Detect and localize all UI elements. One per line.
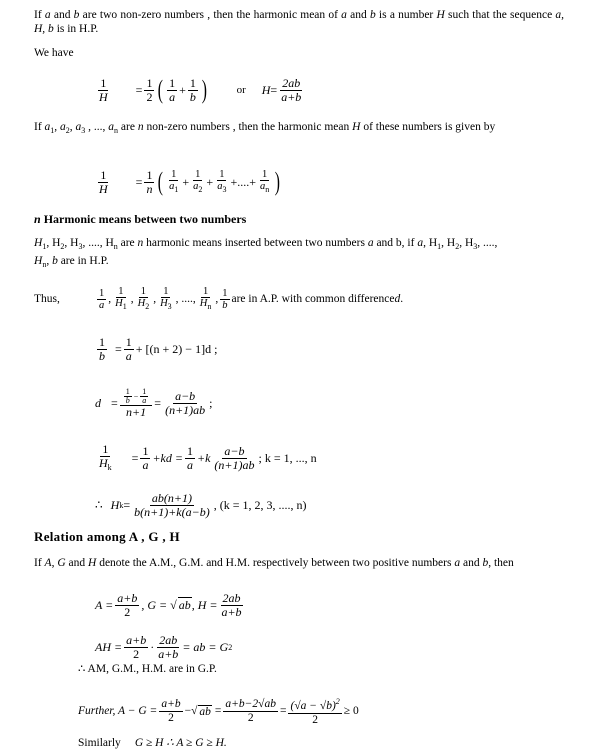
- sqrt-symbol: √: [170, 597, 177, 612]
- denominator: a: [193, 181, 199, 192]
- var: H: [110, 497, 120, 512]
- equals: =: [123, 497, 131, 512]
- denominator: 2: [312, 714, 318, 726]
- var: a: [108, 121, 115, 133]
- text: ≥ 0: [343, 705, 359, 717]
- var: d: [95, 395, 101, 410]
- var: b: [369, 9, 376, 21]
- subscript: n: [265, 185, 270, 194]
- text: If: [34, 9, 45, 21]
- text: and: [50, 9, 74, 21]
- var: H: [88, 557, 97, 569]
- section-heading-relation: Relation among A , G , H: [34, 529, 180, 544]
- subscript: 1: [174, 185, 179, 194]
- subscript: 2: [60, 242, 65, 251]
- fraction: [132, 492, 212, 519]
- text: and: [460, 557, 483, 569]
- n-harmonic-means-paragraph: [34, 236, 564, 272]
- denominator: 2: [133, 646, 140, 661]
- fraction: [97, 288, 106, 311]
- numerator: a−b: [224, 443, 245, 458]
- subscript: k: [119, 500, 124, 510]
- equation-a-minus-g: [78, 692, 359, 730]
- equation-ah-g-squared: [95, 630, 232, 664]
- numerator: 1: [146, 75, 153, 90]
- text: , ...., H: [82, 237, 114, 249]
- denominator: H: [99, 181, 108, 196]
- denominator: a+b: [281, 89, 302, 104]
- denominator: a: [169, 181, 175, 192]
- equals: =: [115, 341, 122, 356]
- denominator: a: [259, 181, 266, 192]
- numerator: (√a − √b): [290, 700, 336, 712]
- denominator: H: [137, 298, 146, 309]
- fraction: [124, 634, 148, 661]
- var: G: [57, 557, 66, 569]
- text: G ≥ H ∴ A ≥ G ≥ H.: [134, 737, 227, 749]
- radicand: ab: [199, 705, 211, 718]
- equation-harmonic-n: [95, 162, 282, 202]
- numerator: 2ab: [222, 590, 241, 605]
- fraction: [220, 288, 229, 311]
- var: H: [34, 237, 43, 249]
- equals: =: [279, 705, 287, 717]
- equals: =: [135, 82, 143, 97]
- denominator: 2: [146, 89, 153, 104]
- subscript: 2: [145, 302, 150, 311]
- numerator: 1: [118, 286, 124, 297]
- var: a: [44, 121, 51, 133]
- denominator: a: [169, 89, 176, 104]
- numerator: 1: [171, 169, 177, 180]
- minus: −: [133, 391, 139, 401]
- subscript: 1: [437, 242, 442, 251]
- var: H: [436, 9, 445, 21]
- numerator: 1: [125, 334, 132, 349]
- fraction: [158, 286, 174, 312]
- text: , G =: [141, 597, 168, 612]
- text: + [(n + 2) − 1]d ;: [135, 341, 218, 356]
- fraction: [120, 388, 153, 419]
- subscript: n: [113, 242, 118, 251]
- text: = ab = G: [182, 639, 229, 654]
- denominator: n: [146, 181, 153, 196]
- subscript: n: [207, 302, 212, 311]
- equation-common-difference: [95, 384, 213, 422]
- text: are in A.P. with common difference: [231, 293, 395, 305]
- text: , H: [423, 237, 438, 249]
- var: H: [261, 82, 271, 97]
- left-paren: (: [158, 75, 164, 104]
- text: , (k = 1, 2, 3, ...., n): [213, 497, 307, 512]
- denominator: a: [217, 181, 223, 192]
- equation-harmonic-two: [95, 70, 305, 110]
- denominator: b(n+1)+k(a−b): [134, 504, 210, 519]
- denominator: H: [160, 298, 168, 309]
- denominator: H: [115, 298, 123, 309]
- fraction: [279, 77, 303, 104]
- numerator: a+b−2√ab: [225, 697, 276, 710]
- fraction: [215, 169, 228, 195]
- fraction: [191, 169, 204, 195]
- superscript: 2: [228, 642, 233, 652]
- text: Further, A − G =: [78, 705, 158, 717]
- right-paren: ): [274, 167, 281, 196]
- fraction: [223, 698, 278, 725]
- numerator: 1: [169, 75, 176, 90]
- similarly-line: [78, 736, 227, 750]
- section-heading-n-harmonic-means: [34, 212, 246, 226]
- text: Harmonic means between two numbers: [40, 212, 247, 226]
- fraction: [219, 592, 243, 619]
- text: ;: [209, 395, 213, 410]
- text: and: [65, 557, 88, 569]
- plus: +: [182, 174, 190, 189]
- text: is in H.P.: [53, 23, 99, 35]
- denominator: b: [222, 299, 228, 311]
- fraction: [115, 592, 139, 619]
- fraction: [97, 77, 110, 104]
- text: and b, if: [373, 237, 418, 249]
- var: n: [34, 212, 41, 226]
- harmonic-mean-n-numbers: [34, 120, 564, 138]
- minus: −: [184, 705, 192, 717]
- denominator: a: [99, 299, 105, 311]
- var: n: [137, 237, 144, 249]
- var: n: [137, 121, 144, 133]
- text: ,: [46, 255, 53, 267]
- subscript: 2: [455, 242, 460, 251]
- numerator: 2ab: [159, 632, 178, 647]
- text: are: [118, 121, 138, 133]
- text: AH =: [95, 639, 123, 654]
- numerator: a−b: [175, 388, 196, 403]
- text: If: [34, 557, 45, 569]
- denominator: b: [125, 395, 130, 405]
- numerator: 1: [99, 287, 105, 299]
- dot: ·: [150, 639, 155, 654]
- denominator: 2: [168, 711, 174, 724]
- equals: =: [154, 395, 162, 410]
- subscript: n: [42, 260, 47, 269]
- text: of these numbers is given by: [360, 121, 496, 133]
- equation-hk: [95, 488, 306, 522]
- text: ; k = 1, ..., n: [258, 450, 317, 465]
- fraction: [144, 77, 154, 104]
- superscript: 2: [335, 697, 340, 706]
- numerator: 1: [222, 287, 228, 299]
- equation-1-over-hk: [95, 440, 317, 476]
- equals: =: [270, 82, 278, 97]
- fraction: [124, 336, 134, 363]
- text: are: [117, 237, 138, 249]
- gp-statement: ∴ AM, G.M., H.M. are in G.P.: [78, 663, 217, 675]
- denominator: (n+1)ab: [165, 402, 206, 417]
- numerator: 1: [261, 169, 268, 180]
- right-paren: ): [201, 75, 207, 104]
- numerator: ab(n+1): [151, 490, 192, 505]
- text: .: [400, 293, 404, 305]
- subscript: 3: [78, 242, 83, 251]
- equals: =: [214, 705, 222, 717]
- equation-1-over-b: [95, 332, 217, 366]
- numerator: 1: [100, 75, 107, 90]
- equals: =: [131, 450, 139, 465]
- equals: =: [135, 174, 143, 189]
- fraction: [156, 634, 180, 661]
- fraction: [140, 388, 148, 405]
- text: ,: [69, 121, 76, 133]
- denominator: 2: [247, 711, 254, 724]
- subscript: 3: [473, 242, 478, 251]
- therefore-symbol: ∴: [95, 497, 103, 512]
- numerator: 1: [100, 167, 107, 182]
- numerator: 1: [99, 334, 105, 349]
- numerator: a+b: [161, 697, 181, 710]
- denominator: a: [142, 395, 147, 405]
- text: and: [346, 9, 370, 21]
- text: A =: [95, 597, 114, 612]
- fraction: [188, 77, 198, 104]
- subscript: 3: [222, 185, 227, 194]
- var: a: [60, 121, 66, 133]
- text: , H: [64, 237, 79, 249]
- numerator: 1: [219, 169, 225, 180]
- var: a: [341, 9, 347, 21]
- var: a: [75, 121, 82, 133]
- subscript: 1: [122, 302, 127, 311]
- fraction: [212, 445, 256, 472]
- numerator: a+b: [126, 632, 147, 647]
- sqrt-symbol: √: [191, 705, 198, 717]
- numerator: 1: [125, 386, 130, 396]
- text: ,: [51, 557, 58, 569]
- numerator: 1: [146, 167, 153, 182]
- fraction: [140, 445, 150, 472]
- text: ,: [54, 121, 61, 133]
- relation-paragraph: [34, 556, 564, 570]
- text: harmonic means inserted between two numbers: [143, 237, 368, 249]
- numerator: 1: [186, 443, 193, 458]
- denominator: 2: [124, 604, 131, 619]
- subscript: 3: [81, 126, 86, 135]
- subscript: 1: [42, 242, 47, 251]
- denominator: n+1: [125, 404, 147, 419]
- text: , H: [441, 237, 456, 249]
- text: , then: [488, 557, 514, 569]
- text: is a number: [375, 9, 437, 21]
- text: such that the sequence: [444, 9, 556, 21]
- var: b: [73, 9, 80, 21]
- denominator: a+b: [221, 604, 242, 619]
- fraction: [97, 443, 114, 474]
- text: non-zero numbers , then the harmonic mean: [143, 121, 353, 133]
- numerator: 1: [140, 286, 147, 297]
- var: b: [52, 255, 58, 267]
- radicand: ab: [178, 598, 191, 612]
- var: a, H, b: [34, 9, 565, 35]
- denominator: a: [142, 457, 149, 472]
- fraction: [144, 169, 154, 196]
- numerator: 1: [195, 169, 201, 180]
- text: , H: [459, 237, 474, 249]
- var: A: [44, 557, 52, 569]
- text: , H: [46, 237, 61, 249]
- fraction: [185, 445, 195, 472]
- text: are two non-zero numbers , then the harmonic mean of: [79, 9, 342, 21]
- fraction: [97, 169, 110, 196]
- harmonic-mean-definition: [34, 8, 564, 36]
- numerator: 1: [202, 286, 209, 297]
- text: are in H.P.: [57, 255, 109, 267]
- numerator: 1: [163, 286, 169, 297]
- denominator: H: [99, 455, 108, 470]
- var: a: [44, 9, 51, 21]
- text: If: [34, 121, 45, 133]
- numerator: 1: [142, 443, 149, 458]
- fraction: [97, 336, 107, 363]
- numerator: a+b: [117, 590, 138, 605]
- fraction: [124, 388, 132, 405]
- equation-agh-definitions: [95, 588, 246, 622]
- ellipsis: +....+: [230, 174, 256, 189]
- subscript: 2: [65, 126, 70, 135]
- ap-sequence: $\frac{1}{a}$ , $\frac{1}{H_1}$ , $\frac{1}{H_2}$ , $\frac{1}{H_3}$ , ...., $\frac{1}{H_n}$ , $\frac{1}{b}$ are in A.P. with common difference d .: [99, 286, 404, 311]
- numerator: 1: [142, 386, 147, 396]
- fraction: [163, 390, 207, 417]
- fraction: [258, 169, 271, 195]
- var: H: [34, 255, 43, 267]
- fraction: [159, 698, 182, 725]
- subscript: 1: [50, 126, 55, 135]
- var: a: [454, 557, 461, 569]
- fraction: [198, 286, 214, 312]
- var: d: [394, 293, 401, 305]
- denominator: H: [199, 298, 208, 309]
- text: , H =: [191, 597, 218, 612]
- subscript: 2: [198, 185, 203, 194]
- var: a: [367, 237, 374, 249]
- equals: =: [111, 395, 118, 410]
- text: +kd =: [152, 450, 183, 465]
- var: b: [482, 557, 489, 569]
- fraction: [167, 77, 177, 104]
- denominator: a: [125, 348, 132, 363]
- left-paren: (: [158, 167, 164, 196]
- ellipsis: , ....,: [175, 293, 196, 305]
- we-have-label: We have: [34, 47, 74, 59]
- denominator: b: [189, 89, 196, 104]
- fraction: [167, 169, 180, 195]
- fraction: [113, 286, 129, 312]
- numerator: 1: [189, 75, 196, 90]
- var: H: [352, 121, 361, 133]
- denominator: a+b: [158, 646, 179, 661]
- text: , ...,: [85, 121, 109, 133]
- numerator: 2ab: [282, 75, 301, 90]
- denominator: H: [99, 89, 108, 104]
- numerator: 1: [102, 441, 109, 456]
- fraction: [288, 695, 341, 727]
- text: Similarly: [78, 737, 121, 749]
- plus: +: [179, 82, 186, 97]
- var: a: [417, 237, 424, 249]
- denominator: (n+1)ab: [214, 457, 255, 472]
- thus-label: Thus,: [34, 293, 60, 305]
- text: , ....,: [477, 237, 498, 249]
- or-word: or: [236, 84, 246, 96]
- subscript: 3: [167, 302, 172, 311]
- plus: +: [206, 174, 214, 189]
- text: +k: [196, 450, 211, 465]
- text: denote the A.M., G.M. and H.M. respectively between two positive numbers: [96, 557, 455, 569]
- denominator: a: [186, 457, 193, 472]
- fraction: [136, 286, 152, 312]
- subscript: k: [107, 462, 112, 472]
- denominator: b: [99, 348, 105, 363]
- subscript: n: [114, 126, 119, 135]
